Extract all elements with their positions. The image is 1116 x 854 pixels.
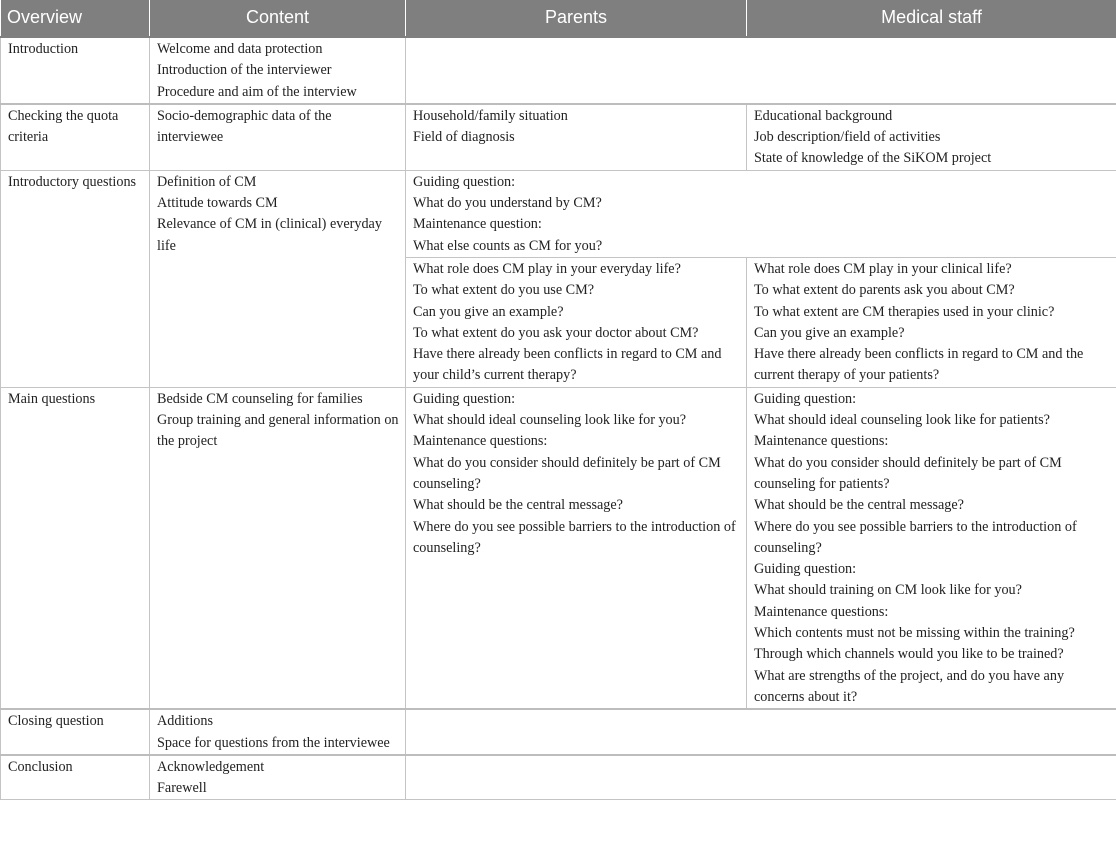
staff-line: To what extent are CM therapies used in your clinic? bbox=[754, 303, 1055, 320]
shared-line: What else counts as CM for you? bbox=[413, 237, 603, 254]
overview-label: Introductory questions bbox=[8, 173, 137, 190]
content-line: Attitude towards CM bbox=[157, 195, 278, 212]
header-overview: Overview bbox=[1, 0, 150, 37]
staff-line: Can you give an example? bbox=[754, 324, 905, 341]
cell-overview bbox=[1, 170, 150, 387]
cell-overview bbox=[1, 104, 150, 170]
parents-line: To what extent do you ask your doctor about CM? bbox=[413, 324, 699, 341]
row-main bbox=[1, 387, 1116, 709]
cell-empty bbox=[406, 37, 1116, 104]
staff-line: To what extent do parents ask you about CM? bbox=[754, 282, 1015, 299]
header-row bbox=[1, 0, 1116, 37]
staff-line: What do you consider should definitely be part of CM counseling for patients? bbox=[754, 454, 1062, 492]
cell-medical-staff bbox=[747, 387, 1116, 709]
cell-overview bbox=[1, 709, 150, 755]
row-conclusion bbox=[1, 755, 1116, 800]
parents-line: Where do you see possible barriers to the introduction of counseling? bbox=[413, 518, 736, 556]
cell-content bbox=[150, 170, 406, 387]
staff-line: What should be the central message? bbox=[754, 497, 964, 514]
overview-label: Introduction bbox=[8, 41, 79, 57]
cell-content bbox=[150, 37, 406, 104]
content-line: Relevance of CM in (clinical) everyday life bbox=[157, 216, 382, 254]
cell-shared-questions bbox=[406, 170, 1116, 257]
staff-line: Where do you see possible barriers to the introduction of counseling? bbox=[754, 518, 1077, 556]
parents-line: Household/family situation bbox=[413, 107, 568, 124]
cell-overview bbox=[1, 755, 150, 800]
staff-line: Maintenance questions: bbox=[754, 433, 889, 450]
shared-line: What do you understand by CM? bbox=[413, 195, 602, 212]
staff-line: Educational background bbox=[754, 107, 893, 124]
overview-label: Main questions bbox=[8, 390, 96, 407]
parents-line: What should be the central message? bbox=[413, 497, 623, 514]
shared-line: Guiding question: bbox=[413, 173, 516, 190]
shared-line: Maintenance question: bbox=[413, 216, 542, 233]
parents-line: Guiding question: bbox=[413, 390, 516, 407]
content-line: Additions bbox=[157, 713, 213, 730]
cell-parents bbox=[406, 387, 747, 709]
row-closing bbox=[1, 709, 1116, 755]
cell-content bbox=[150, 755, 406, 800]
content-line: Socio-demographic data of the interviewee bbox=[157, 107, 332, 146]
cell-empty bbox=[406, 755, 1116, 800]
staff-line: Maintenance questions: bbox=[754, 603, 889, 620]
staff-line: Through which channels would you like to be trained? bbox=[754, 646, 1064, 663]
row-introductory-shared bbox=[1, 170, 1116, 257]
staff-line: Have there already been conflicts in regard to CM and the current therapy of your patients? bbox=[754, 346, 1084, 384]
staff-line: Job description/field of activities bbox=[754, 129, 941, 146]
parents-line: What do you consider should definitely be part of CM counseling? bbox=[413, 454, 721, 492]
cell-parents bbox=[406, 104, 747, 170]
row-quota bbox=[1, 104, 1116, 170]
parents-line: Can you give an example? bbox=[413, 303, 564, 320]
staff-line: Guiding question: bbox=[754, 561, 857, 578]
staff-line: Which contents must not be missing within the training? bbox=[754, 625, 1075, 642]
cell-content bbox=[150, 387, 406, 709]
parents-line: Field of diagnosis bbox=[413, 129, 515, 146]
overview-label: Closing question bbox=[8, 713, 104, 730]
cell-content bbox=[150, 709, 406, 755]
parents-line: To what extent do you use CM? bbox=[413, 282, 595, 299]
parents-line: What should ideal counseling look like for you? bbox=[413, 412, 687, 429]
parents-line: What role does CM play in your everyday life? bbox=[413, 260, 681, 277]
parents-line: Maintenance questions: bbox=[413, 433, 548, 450]
staff-line: What should ideal counseling look like for patients? bbox=[754, 412, 1050, 429]
header-parents: Parents bbox=[406, 0, 747, 37]
staff-line: State of knowledge of the SiKOM project bbox=[754, 150, 992, 167]
cell-parents bbox=[406, 257, 747, 387]
cell-overview bbox=[1, 387, 150, 709]
parents-line: Have there already been conflicts in regard to CM and your child’s current therapy? bbox=[413, 346, 722, 384]
staff-line: What should training on CM look like for you? bbox=[754, 582, 1022, 599]
overview-label: Conclusion bbox=[8, 758, 73, 775]
staff-line: What are strengths of the project, and do you have any concerns about it? bbox=[754, 667, 1065, 705]
cell-overview bbox=[1, 37, 150, 104]
header-content: Content bbox=[150, 0, 406, 37]
content-line: Definition of CM bbox=[157, 173, 257, 190]
content-line: Procedure and aim of the interview bbox=[157, 83, 357, 100]
row-introduction bbox=[1, 37, 1116, 104]
content-line: Bedside CM counseling for families bbox=[157, 390, 363, 407]
content-line: Introduction of the interviewer bbox=[157, 62, 332, 79]
cell-medical-staff bbox=[747, 257, 1116, 387]
cell-medical-staff bbox=[747, 104, 1116, 170]
content-line: Welcome and data protection bbox=[157, 41, 323, 57]
content-line: Farewell bbox=[157, 780, 207, 797]
staff-line: What role does CM play in your clinical life? bbox=[754, 260, 1012, 277]
header-medical-staff: Medical staff bbox=[747, 0, 1116, 37]
cell-content bbox=[150, 104, 406, 170]
staff-line: Guiding question: bbox=[754, 390, 857, 407]
content-line: Group training and general information on the project bbox=[157, 412, 399, 450]
content-line: Space for questions from the interviewee bbox=[157, 734, 390, 751]
overview-label: Checking the quota criteria bbox=[8, 107, 119, 146]
content-line: Acknowledgement bbox=[157, 758, 265, 775]
cell-empty bbox=[406, 709, 1116, 755]
